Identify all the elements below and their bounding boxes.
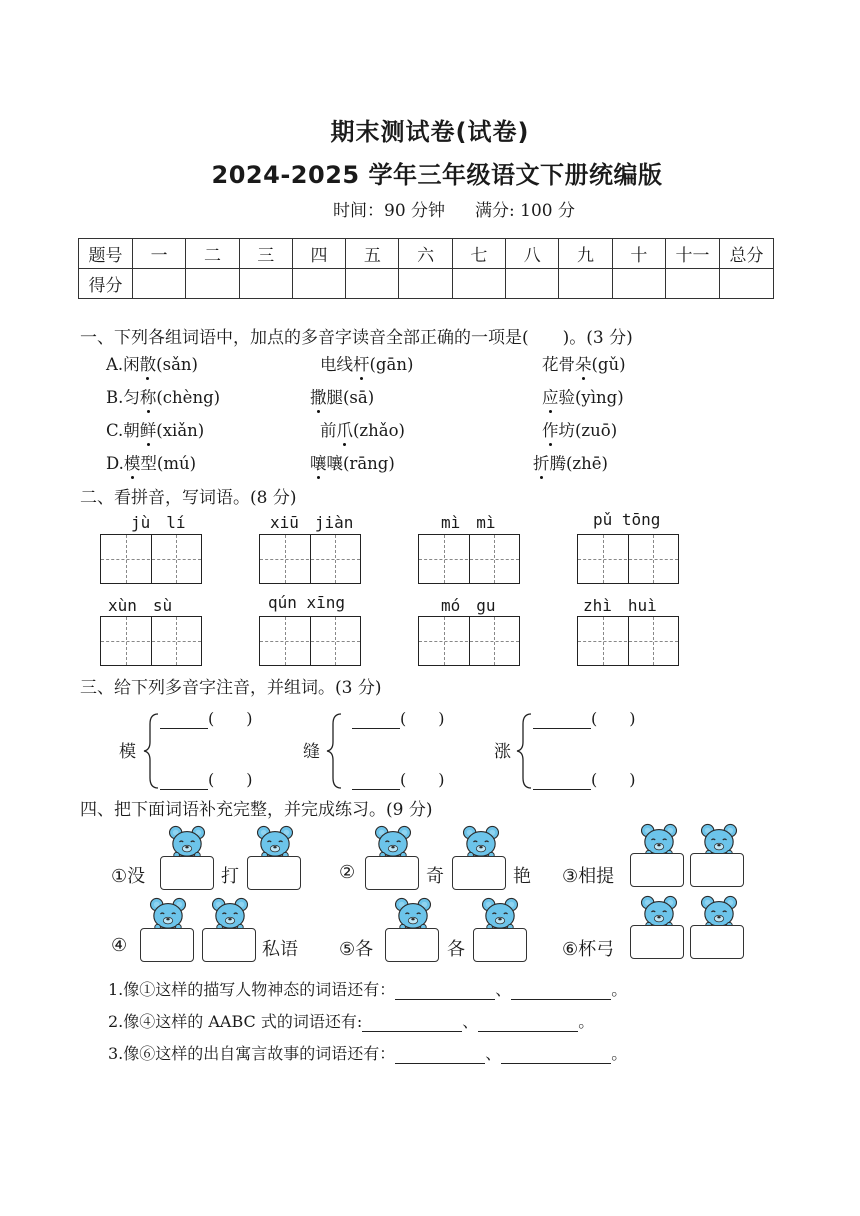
idiom-mid: 各 [447, 939, 465, 960]
score-cell: 二 [186, 239, 239, 269]
score-cell: 三 [239, 239, 292, 269]
full-score-label: 满分: 100 分 [475, 201, 576, 221]
q1-option: 应验(yìng) [542, 384, 624, 408]
q1-option[interactable]: D.模型(mú) [106, 450, 196, 474]
score-input-cell[interactable] [612, 269, 665, 299]
score-input-cell[interactable] [720, 269, 774, 299]
score-cell: 十 [612, 239, 665, 269]
q1-option: 电线杆(gān) [320, 351, 413, 375]
answer-row[interactable]: ( ) [160, 767, 253, 790]
score-cell: 题号 [79, 239, 133, 269]
idiom-prefix: ⑥杯弓 [562, 939, 615, 960]
idiom-prefix: ② [339, 862, 356, 883]
pinyin-label: mó gu [441, 596, 496, 615]
score-input-cell[interactable] [346, 269, 399, 299]
q2-stem: 二、看拼音，写词语。(8 分) [80, 488, 297, 508]
polyphone-char: 涨 [494, 742, 511, 762]
brace-icon [325, 712, 343, 790]
idiom-answer-box[interactable] [473, 928, 527, 962]
q1-option: 前爪(zhǎo) [320, 417, 405, 441]
idiom-answer-box[interactable] [690, 925, 744, 959]
polyphone-char: 缝 [303, 742, 320, 762]
bear-icon [374, 825, 412, 859]
bear-icon [462, 825, 500, 859]
bear-icon [640, 823, 678, 857]
score-cell: 一 [133, 239, 186, 269]
score-input-cell[interactable] [186, 269, 239, 299]
score-row-label: 得分 [79, 269, 133, 299]
score-cell: 总分 [720, 239, 774, 269]
idiom-prefix: ⑤各 [339, 939, 374, 960]
bear-icon [211, 897, 249, 931]
answer-row[interactable]: ( ) [533, 706, 636, 729]
idiom-end: 艳 [513, 866, 531, 887]
score-cell: 六 [399, 239, 452, 269]
idiom-answer-box[interactable] [452, 856, 506, 890]
q1-option[interactable]: C.朝鲜(xiǎn) [106, 417, 204, 441]
pinyin-label: pǔ tōng [593, 510, 661, 529]
score-input-cell[interactable] [133, 269, 186, 299]
pinyin-label: jù lí [131, 513, 186, 532]
writing-grid[interactable] [100, 534, 202, 584]
idiom-mid: 奇 [426, 866, 444, 887]
answer-row[interactable]: ( ) [352, 767, 445, 790]
q1-option: 撒腿(sā) [310, 384, 374, 408]
idiom-mid: 打 [221, 866, 239, 887]
idiom-answer-box[interactable] [160, 856, 214, 890]
score-input-cell[interactable] [666, 269, 720, 299]
bear-icon [640, 895, 678, 929]
pinyin-label: xùn sù [108, 596, 173, 615]
brace-icon [515, 712, 533, 790]
bear-icon [394, 897, 432, 931]
brace-icon [142, 712, 160, 790]
pinyin-label: mì mì [441, 513, 496, 532]
score-input-cell[interactable] [452, 269, 505, 299]
q1-option: 折腾(zhē) [533, 450, 608, 474]
q1-stem: 一、下列各组词语中，加点的多音字读音全部正确的一项是( )。(3 分) [80, 328, 633, 348]
idiom-answer-box[interactable] [202, 928, 256, 962]
score-cell: 四 [292, 239, 345, 269]
pinyin-label: xiū jiàn [270, 513, 354, 532]
q1-option[interactable]: B.匀称(chèng) [106, 384, 220, 408]
writing-grid[interactable] [100, 616, 202, 666]
score-header-row [79, 239, 774, 269]
writing-grid[interactable] [259, 616, 361, 666]
writing-grid[interactable] [418, 534, 520, 584]
score-input-cell[interactable] [239, 269, 292, 299]
bear-icon [481, 897, 519, 931]
writing-grid[interactable] [577, 616, 679, 666]
q1-option: 嚷嚷(rāng) [310, 450, 395, 474]
idiom-answer-box[interactable] [385, 928, 439, 962]
bear-icon [256, 825, 294, 859]
score-value-row [79, 269, 774, 299]
q4-stem: 四、把下面词语补充完整，并完成练习。(9 分) [80, 800, 433, 820]
bear-icon [700, 823, 738, 857]
score-input-cell[interactable] [292, 269, 345, 299]
writing-grid[interactable] [259, 534, 361, 584]
score-cell: 十一 [666, 239, 720, 269]
bear-icon [700, 895, 738, 929]
score-input-cell[interactable] [399, 269, 452, 299]
q1-option: 作坊(zuō) [542, 417, 617, 441]
q4-subquestion[interactable]: 2.像④这样的 AABC 式的词语还有: 、 。 [108, 1012, 595, 1031]
q4-subquestion[interactable]: 1.像①这样的描写人物神态的词语还有： 、 。 [108, 980, 628, 999]
score-cell: 五 [346, 239, 399, 269]
q1-option: 花骨朵(gǔ) [542, 351, 626, 375]
page-title: 期末测试卷(试卷) [330, 118, 530, 146]
writing-grid[interactable] [418, 616, 520, 666]
idiom-end: 私语 [262, 939, 298, 960]
q1-option[interactable]: A.闲散(sǎn) [106, 351, 198, 375]
idiom-prefix: ④ [111, 935, 128, 956]
score-table [78, 238, 774, 299]
idiom-answer-box[interactable] [690, 853, 744, 887]
time-label: 时间：90 分钟 [333, 201, 446, 221]
idiom-answer-box[interactable] [140, 928, 194, 962]
bear-icon [168, 825, 206, 859]
bear-icon [149, 897, 187, 931]
pinyin-label: qún xīng [268, 593, 346, 612]
score-input-cell[interactable] [506, 269, 559, 299]
answer-row[interactable]: ( ) [160, 706, 253, 729]
page-subtitle: 2024-2025 学年三年级语文下册统编版 [211, 161, 663, 189]
time-score-line [333, 196, 575, 221]
answer-row[interactable]: ( ) [533, 767, 636, 790]
score-cell: 九 [559, 239, 612, 269]
score-cell: 八 [506, 239, 559, 269]
idiom-answer-box[interactable] [365, 856, 419, 890]
q4-subquestion[interactable]: 3.像⑥这样的出自寓言故事的词语还有： 、 。 [108, 1044, 628, 1063]
idiom-prefix: ①没 [111, 866, 146, 887]
idiom-prefix: ③相提 [562, 866, 615, 887]
pinyin-label: zhì huì [583, 596, 657, 615]
idiom-answer-box[interactable] [630, 925, 684, 959]
polyphone-char: 模 [119, 742, 136, 762]
score-cell: 七 [452, 239, 505, 269]
q3-stem: 三、给下列多音字注音，并组词。(3 分) [80, 678, 382, 698]
score-input-cell[interactable] [559, 269, 612, 299]
writing-grid[interactable] [577, 534, 679, 584]
answer-row[interactable]: ( ) [352, 706, 445, 729]
idiom-answer-box[interactable] [630, 853, 684, 887]
idiom-answer-box[interactable] [247, 856, 301, 890]
